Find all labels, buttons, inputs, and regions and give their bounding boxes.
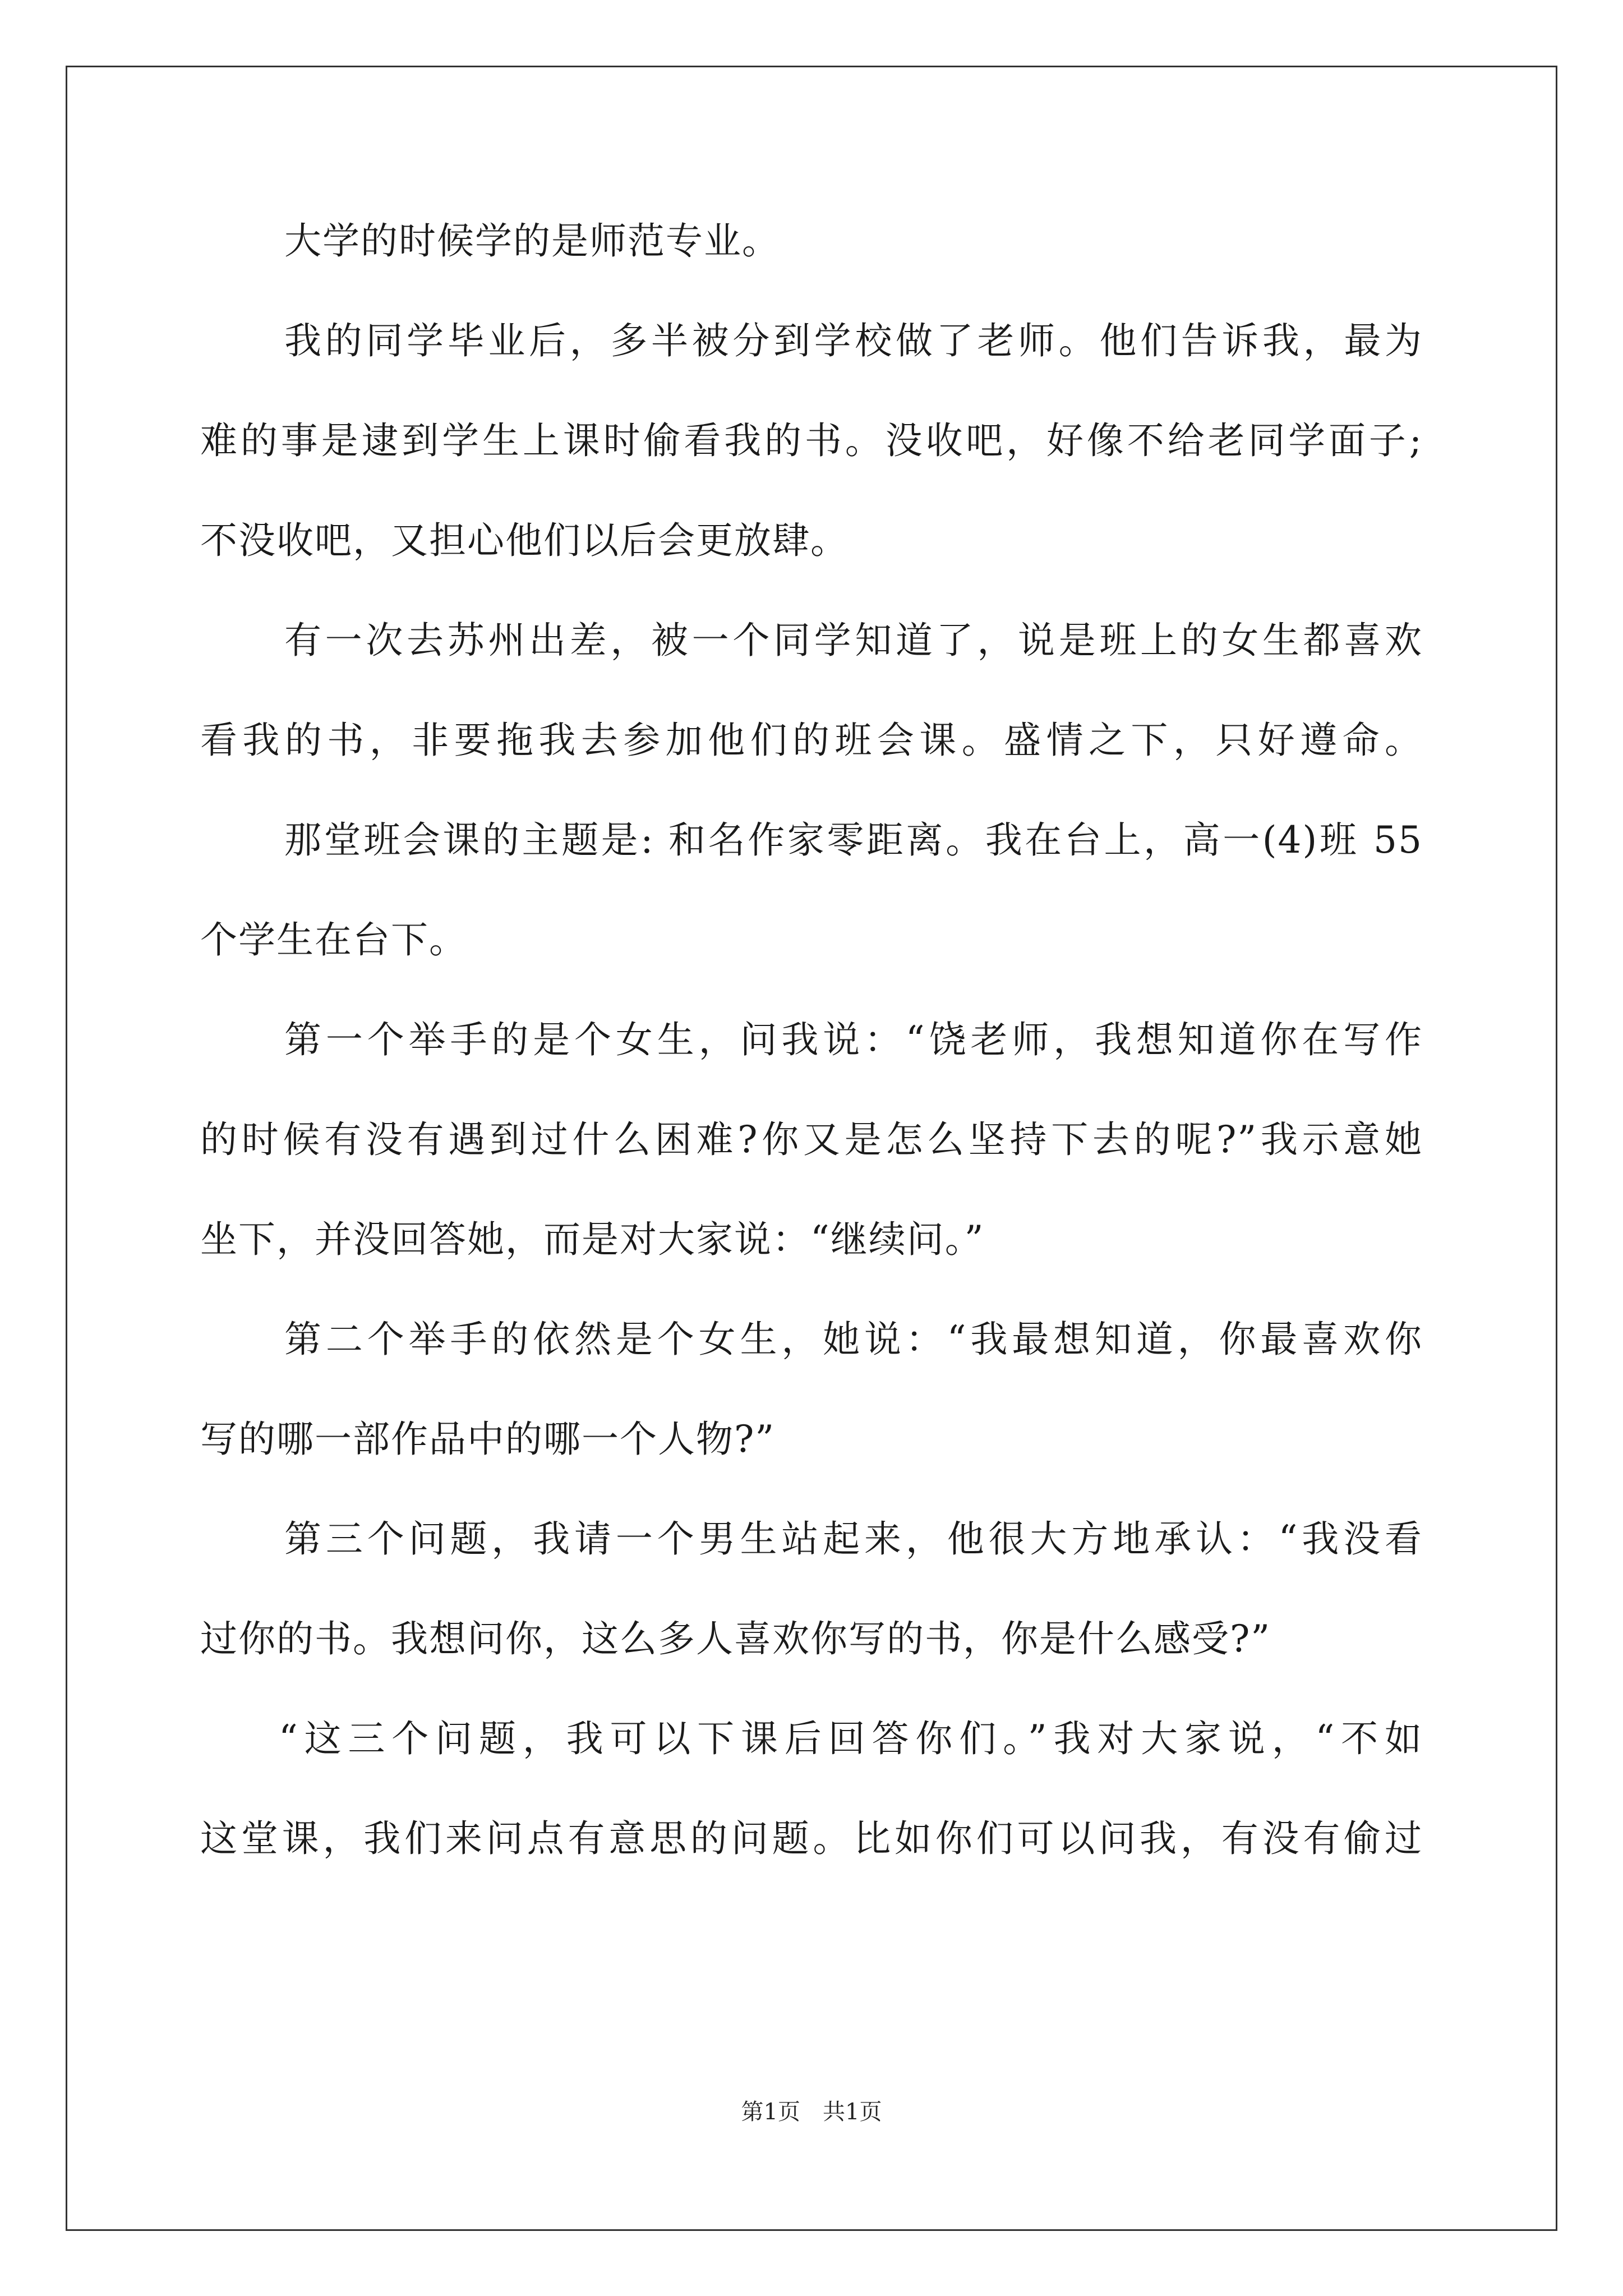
- paragraph-line: 第三个问题，我请一个男生站起来，他很大方地承认：“我没看: [284, 1517, 1423, 1561]
- paragraph-line: 我的同学毕业后，多半被分到学校做了老师。他们告诉我，最为: [284, 319, 1423, 362]
- paragraph-line: 过你的书。我想问你，这么多人喜欢你写的书，你是什么感受?”: [200, 1617, 1271, 1660]
- paragraph-line: 大学的时候学的是师范专业。: [284, 219, 780, 263]
- paragraph-line: 个学生在台下。: [200, 918, 467, 961]
- paragraph-line: 那堂班会课的主题是: 和名作家零距离。我在台上，高一(4)班 55: [284, 818, 1423, 862]
- paragraph-line: “这三个问题，我可以下课后回答你们。”我对大家说，“不如: [279, 1717, 1423, 1760]
- page-footer: 第1页 共1页: [741, 2099, 882, 2125]
- paragraph-line: 看我的书，非要拖我去参加他们的班会课。盛情之下，只好遵命。: [200, 719, 1423, 762]
- paragraph-line: 第一个举手的是个女生，问我说：“饶老师，我想知道你在写作: [284, 1018, 1423, 1061]
- paragraph-line: 坐下，并没回答她，而是对大家说：“继续问。”: [200, 1218, 985, 1261]
- paragraph-line: 写的哪一部作品中的哪一个人物?”: [200, 1418, 776, 1461]
- paragraph-line: 有一次去苏州出差，被一个同学知道了，说是班上的女生都喜欢: [284, 619, 1423, 662]
- paragraph-line: 不没收吧，又担心他们以后会更放肆。: [200, 519, 849, 562]
- paragraph-line: 第二个举手的依然是个女生，她说：“我最想知道，你最喜欢你: [284, 1318, 1423, 1361]
- paragraph-line: 难的事是逮到学生上课时偷看我的书。没收吧，好像不给老同学面子;: [200, 419, 1423, 462]
- paragraph-line: 这堂课，我们来问点有意思的问题。比如你们可以问我，有没有偷过: [200, 1817, 1423, 1860]
- paragraph-line: 的时候有没有遇到过什么困难?你又是怎么坚持下去的呢?”我示意她: [200, 1118, 1423, 1161]
